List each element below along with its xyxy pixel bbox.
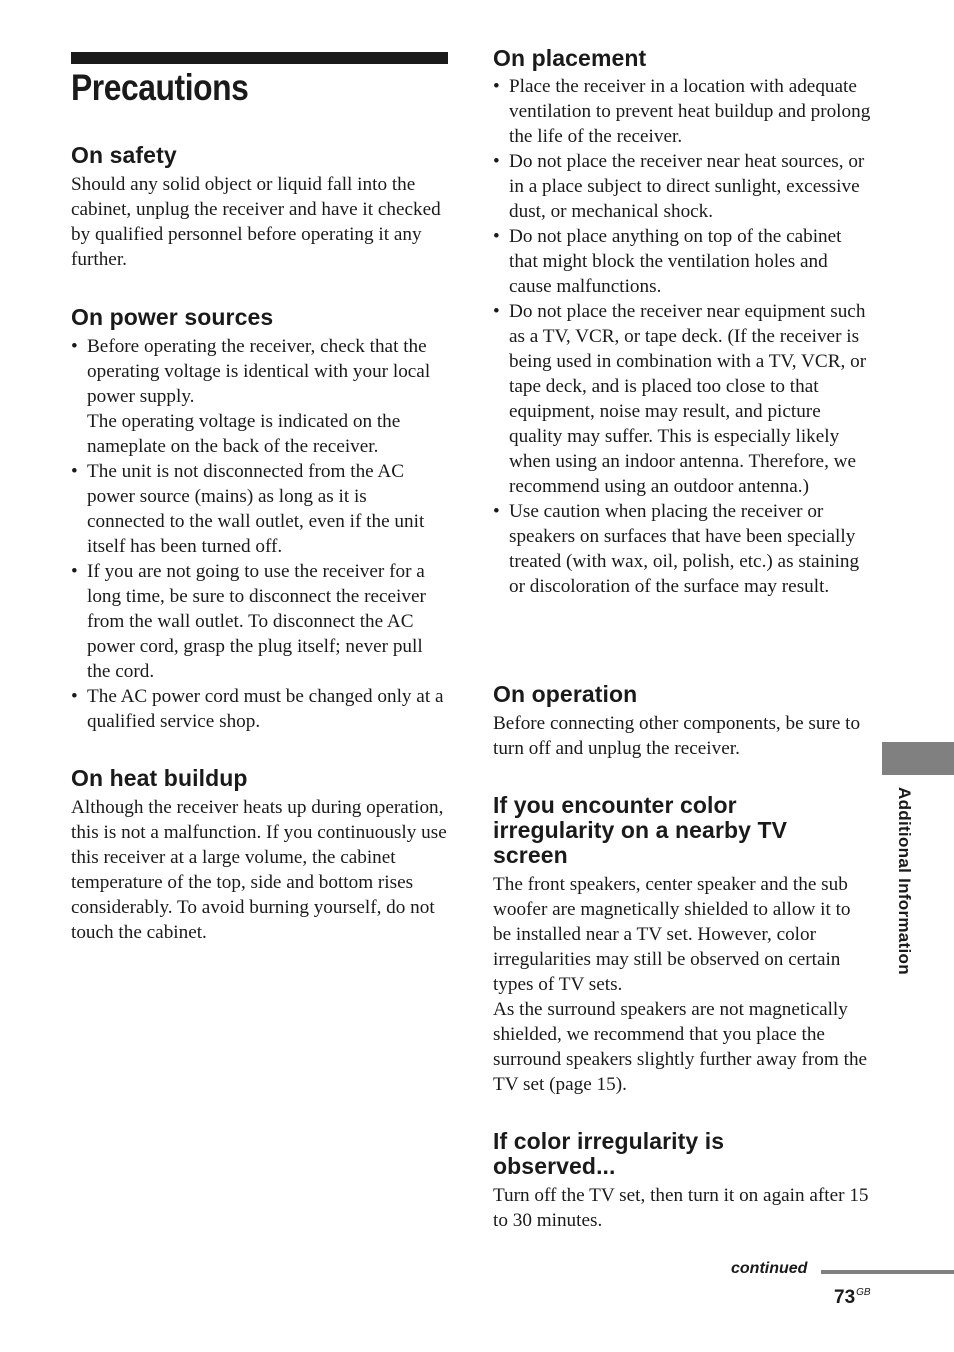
- bullet-icon: •: [71, 561, 78, 582]
- list-item-text: The AC power cord must be changed only at a qualified service shop.: [87, 686, 444, 732]
- list-item-text: Do not place the receiver near heat sources, or in a place subject to direct sunlight, excessive dust, or mechanical shock.: [509, 151, 865, 222]
- bullet-icon: •: [493, 501, 500, 522]
- list-item-text: Use caution when placing the receiver or speakers on surfaces that have been specially treated (with wax, oil, polish, etc.) as staining or discoloration of the surface may result.: [509, 501, 860, 597]
- bullet-list: [493, 74, 871, 599]
- list-item-text: If you are not going to use the receiver for a long time, be sure to disconnect the receiver from the wall outlet. To disconnect the AC power cord, grasp the plug itself; never pull the cord.: [87, 561, 426, 682]
- list-item: [493, 224, 871, 299]
- bullet-icon: •: [493, 76, 500, 97]
- list-item-text: Do not place anything on top of the cabinet that might block the ventilation holes and cause malfunctions.: [509, 226, 842, 297]
- section-heading: On heat buildup: [71, 765, 248, 791]
- list-item: [71, 459, 449, 559]
- section-text: Turn off the TV set, then turn it on again after 15 to 30 minutes.: [493, 1185, 869, 1231]
- section-color-observed: [493, 1129, 871, 1233]
- bullet-list: [71, 334, 449, 734]
- section-text: Should any solid object or liquid fall into the cabinet, unplug the receiver and have it checked by qualified personnel before operating it any further.: [71, 174, 441, 270]
- bullet-icon: •: [71, 686, 78, 707]
- side-tab-label: Additional Information: [895, 787, 914, 975]
- page-number: [834, 1281, 871, 1310]
- section-heading: If you encounter color irregularity on a nearby TV screen: [493, 792, 788, 868]
- section-text: As the surround speakers are not magnetically shielded, we recommend that you place the surround speakers slightly further away from the TV set (page 15).: [493, 999, 868, 1095]
- section-color-irregularity: [493, 793, 871, 1097]
- list-item: [493, 149, 871, 224]
- list-item: [493, 499, 871, 599]
- list-item-text: The unit is not disconnected from the AC power source (mains) as long as it is connected to the wall outlet, even if the unit itself has been turned off.: [87, 461, 425, 557]
- section-heading: On placement: [493, 45, 647, 71]
- list-item: [71, 684, 449, 734]
- section-text: The front speakers, center speaker and the sub woofer are magnetically shielded to allow it to be installed near a TV set. However, color irregularities may still be observed on certain types of TV sets.: [493, 874, 851, 995]
- side-tab: [882, 742, 954, 775]
- section-text: Before connecting other components, be sure to turn off and unplug the receiver.: [493, 713, 861, 759]
- bullet-icon: •: [493, 301, 500, 322]
- list-item: [493, 74, 871, 149]
- section-heading: On power sources: [71, 304, 274, 330]
- list-item-text: Place the receiver in a location with adequate ventilation to prevent heat buildup and prolong the life of the receiver.: [509, 76, 871, 147]
- list-item: [493, 299, 871, 499]
- section-heading: On safety: [71, 142, 177, 168]
- page-number-suffix: GB: [856, 1287, 871, 1298]
- list-item: [71, 334, 449, 459]
- page-title: Precautions: [71, 67, 249, 108]
- section-on-safety: [71, 143, 449, 272]
- list-item-text: Do not place the receiver near equipment such as a TV, VCR, or tape deck. (If the receiver is being used in combination with a TV, VCR, or tape deck, and is placed too close to that equipment, noise may result, and picture quality may suffer. This is especially likely when using an indoor antenna. Therefore, we recommend using an outdoor antenna.): [509, 301, 867, 497]
- section-text: Although the receiver heats up during operation, this is not a malfunction. If you continuously use this receiver at a large volume, the cabinet temperature of the top, side and bottom rises considerably. To avoid burning yourself, do not touch the cabinet.: [71, 797, 447, 943]
- bullet-icon: •: [71, 461, 78, 482]
- section-on-power-sources: [71, 305, 449, 734]
- list-item-extra: The operating voltage is indicated on the nameplate on the back of the receiver.: [87, 411, 401, 457]
- continued-label: continued: [731, 1260, 808, 1277]
- bullet-icon: •: [493, 151, 500, 172]
- section-on-heat-buildup: [71, 766, 449, 945]
- title-rule: [71, 52, 448, 64]
- bullet-icon: •: [71, 336, 78, 357]
- section-on-operation: [493, 682, 871, 761]
- list-item-text: Before operating the receiver, check that the operating voltage is identical with your local power supply.: [87, 336, 431, 407]
- section-heading: On operation: [493, 681, 638, 707]
- bullet-icon: •: [493, 226, 500, 247]
- list-item: [71, 559, 449, 684]
- continued-rule: [821, 1270, 954, 1274]
- page-number-value: 73: [834, 1287, 856, 1308]
- section-heading: If color irregularity is observed...: [493, 1128, 725, 1179]
- section-on-placement: [493, 46, 871, 599]
